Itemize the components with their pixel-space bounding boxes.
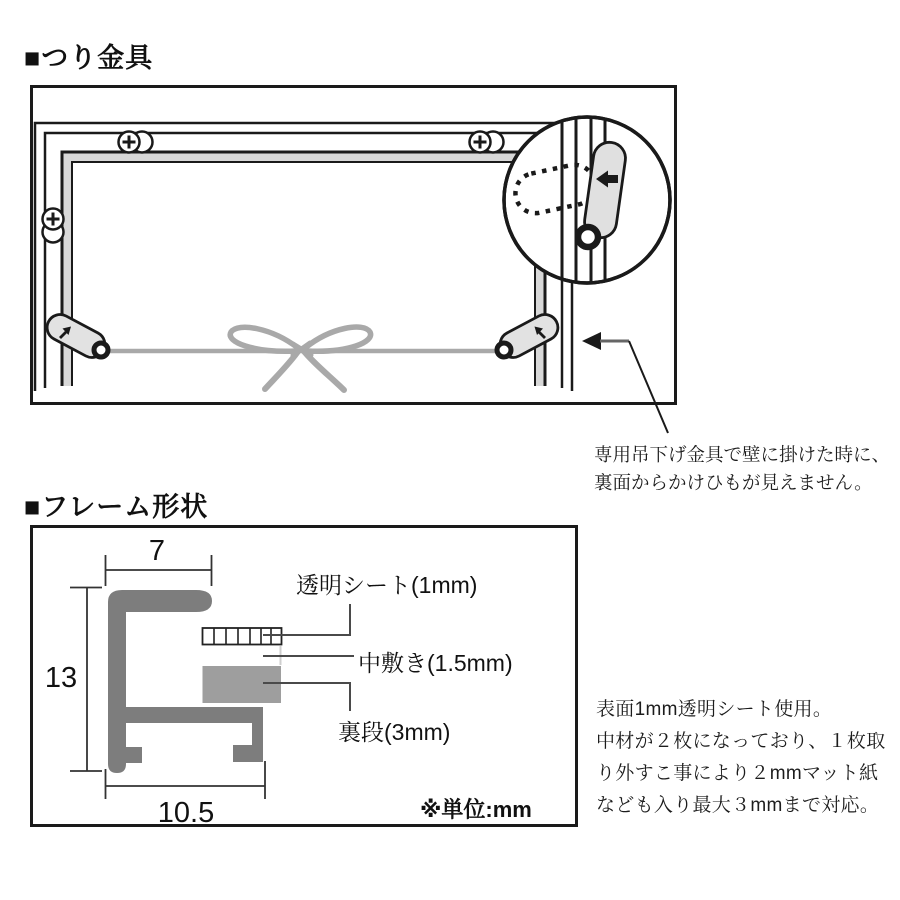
dim-label-left-height: 13 [44,662,78,694]
section-title-frame: ■フレーム形状 [24,492,209,522]
description-line: り外すこ事により２mmマット紙 [596,763,879,784]
phillips-screw-icon [470,132,504,153]
frame-description [596,694,886,822]
transparent-sheet-strip [203,628,282,645]
description-line: なども入り最大３mmまで対応。 [596,795,880,816]
label-middle-liner: 中敷き(1.5mm) [358,650,513,676]
hanging-caption [594,441,890,497]
label-transparent-sheet: 透明シート(1mm) [296,572,478,598]
unit-note: ※単位:mm [420,797,532,822]
phillips-screw-icon [43,209,64,243]
cord-ring [94,343,108,357]
hanging-hardware-figure [32,87,676,434]
cord-ring [497,343,511,357]
caption-line: 専用吊下げ金具で壁に掛けた時に、 [594,444,891,465]
label-back-step: 裏段(3mm) [338,719,451,745]
description-line: 表面1mm透明シート使用。 [596,699,833,720]
section-title-hanging: ■つり金具 [24,43,154,73]
phillips-screw-icon [119,132,153,153]
dim-label-top-width: 7 [148,535,166,567]
dim-label-bottom-width: 10.5 [157,797,215,829]
magnified-cord-ring [578,227,598,247]
back-step-block [203,666,282,703]
frame-shape-figure [32,527,577,830]
caption-line: 裏面からかけひもが見えません。 [594,472,873,493]
magnifier-detail-circle [504,115,670,285]
description-line: 中材が２枚になっており、１枚取 [596,731,886,752]
